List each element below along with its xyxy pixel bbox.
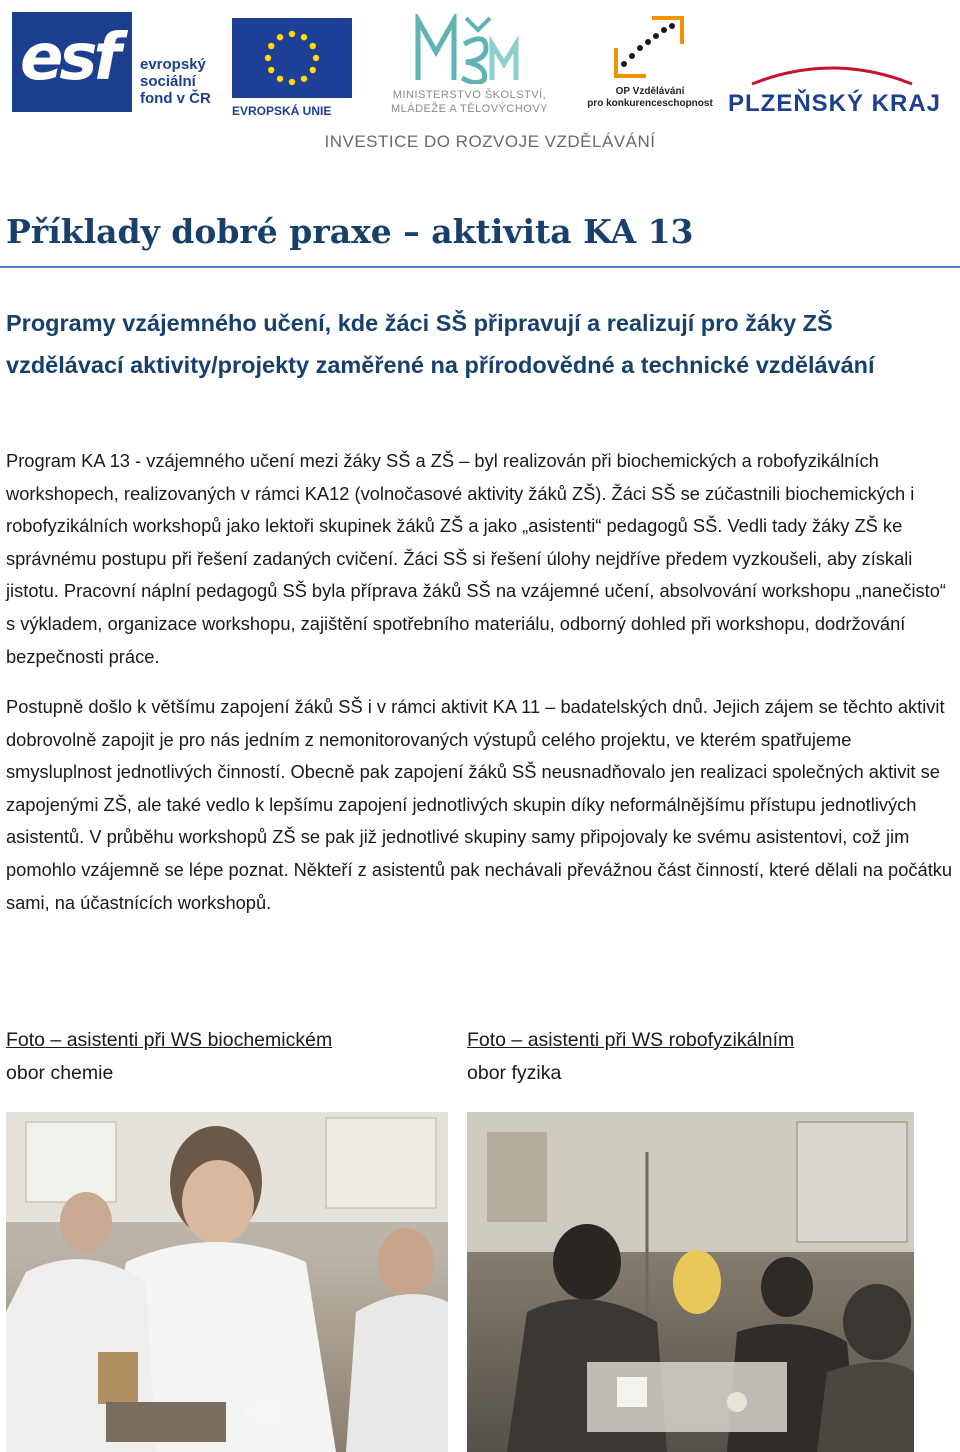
photo-biochem bbox=[6, 1112, 448, 1452]
eu-flag-icon bbox=[232, 18, 352, 98]
caption-biochem bbox=[6, 1024, 446, 1090]
msmt-text-line-1: MINISTERSTVO ŠKOLSTVÍ, bbox=[392, 89, 547, 101]
esf-mark-text: esf bbox=[20, 21, 118, 95]
plzen-logo bbox=[722, 58, 952, 118]
op-mark-icon bbox=[608, 14, 688, 80]
esf-logo bbox=[12, 12, 227, 112]
photo-robofyz bbox=[467, 1112, 914, 1452]
title-rule bbox=[0, 266, 960, 268]
plzen-text: PLZEŇSKÝ KRAJ bbox=[728, 90, 942, 117]
esf-mark bbox=[12, 12, 132, 112]
caption-robofyz-sub: obor fyzika bbox=[467, 1062, 562, 1084]
op-logo bbox=[580, 14, 720, 124]
eu-logo bbox=[232, 18, 352, 118]
esf-text-line-1: evropský bbox=[140, 56, 206, 73]
tagline: INVESTICE DO ROZVOJE VZDĚLÁVÁNÍ bbox=[324, 132, 656, 151]
msmt-text-line-2: MLÁDEŽE A TĚLOVÝCHOVY bbox=[390, 103, 548, 115]
eu-text: EVROPSKÁ UNIE bbox=[232, 104, 332, 118]
esf-text-line-3: fond v ČR bbox=[140, 90, 211, 107]
msmt-logo bbox=[362, 14, 577, 114]
caption-robofyz-link[interactable]: Foto – asistenti při WS robofyzikálním bbox=[467, 1029, 795, 1051]
page-title: Příklady dobré praxe – aktivita KA 13 bbox=[6, 212, 694, 251]
esf-text bbox=[140, 56, 211, 107]
msmt-text bbox=[362, 88, 577, 116]
section-heading: Programy vzájemného učení, kde žáci SŠ připravují a realizují pro žáky ZŠ vzdělávací aktivity/projekty zaměřené na přírodovědné a technické vzdělávání bbox=[6, 310, 875, 378]
plzen-arc-icon bbox=[742, 58, 922, 88]
paragraph-1: Program KA 13 - vzájemného učení mezi žáky SŠ a ZŠ – byl realizován při biochemických a robofyzikálních workshopech, realizovaných v rámci KA12 (volnočasové aktivity žáků ZŠ). Žáci SŠ se zúčastnili biochemických i robofyzikálních workshopů jako lektoři skupinek žáků ZŠ a jako „asistenti“ pedagogů SŠ. Vedli tady žáky ZŠ ke správnému postupu při řešení zadaných cvičení. Žáci SŠ si řešení úlohy nejdříve předem vyzkoušeli, aby získali jistotu. Pracovní náplní pedagogů SŠ byla příprava žáků SŠ na vzájemné učení, absolvování workshopu „nanečisto“ s výkladem, organizace workshopu, zajištění spotřebního materiálu, odborný dohled při workshopu, dodržování bezpečnosti práce. bbox=[6, 450, 947, 667]
msmt-mark-icon bbox=[414, 14, 524, 84]
op-text-line-2: pro konkurenceschopnost bbox=[587, 98, 713, 109]
caption-biochem-link[interactable]: Foto – asistenti při WS biochemickém bbox=[6, 1029, 333, 1051]
caption-biochem-sub: obor chemie bbox=[6, 1062, 114, 1084]
caption-robofyz bbox=[467, 1024, 907, 1090]
op-text bbox=[580, 86, 720, 110]
logo-header bbox=[0, 0, 960, 170]
paragraph-2: Postupně došlo k většímu zapojení žáků SŠ i v rámci aktivit KA 11 – badatelských dnů. Jejich zájem se těchto aktivit dobrovolně zapojit je pro nás jedním z nemonitorovaných výstupů celého projektu, ve kterém spatřujeme smysluplnost jednotlivých činností. Obecně pak zapojení žáků SŠ neusnadňovalo jen realizaci společných aktivit se zapojenými ZŠ, ale také vedlo k lepšímu zapojení jednotlivých skupin díky neformálnějšímu přístupu jednotlivých asistentů. V průběhu workshopů ZŠ se pak již jednotlivé skupiny samy připojovaly ke svému asistentovi, což jim pomohlo vzájemně se lépe poznat. Někteří z asistentů pak nechávali převážnou část činností, které dělali na počátku sami, na účastnících workshopů. bbox=[6, 696, 953, 913]
op-text-line-1: OP Vzdělávání bbox=[615, 86, 685, 97]
esf-text-line-2: sociální bbox=[140, 73, 196, 90]
